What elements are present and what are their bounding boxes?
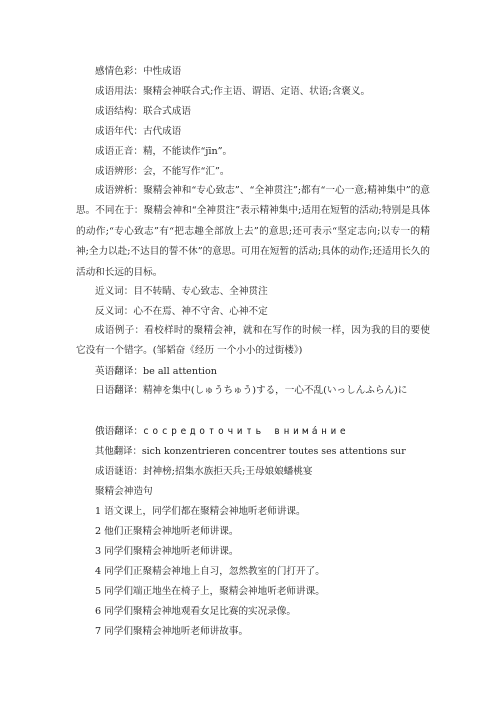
- pronunciation-line: 成语正音：精，不能读作“jīn”。: [95, 146, 233, 157]
- structure-line: 成语结构：联合式成语: [95, 106, 191, 117]
- usage-line: 成语用法：聚精会神联合式;作主语、谓语、定语、状语;含褒义。: [95, 86, 371, 97]
- sentence-3: 3 同学们聚精会神地听老师讲课。: [95, 546, 239, 557]
- sentence-6: 6 同学们聚精会神地观看女足比赛的实况录像。: [95, 606, 297, 617]
- examples-heading: 聚精会神造句: [95, 486, 153, 497]
- riddle-line: 成语谜语：封神榜;招集水族拒天兵;王母娘娘蟠桃宴: [95, 466, 313, 477]
- analysis-paragraph: 成语辨析：聚精会神和“专心致志”、“全神贯注”;都有“一心一意;精神集中”的意思。不同在于：聚精会神和“全神贯注”表示精神集中;适用在短暂的活动;特别是具体的动作;“专心致志”有“把志趣全部放上去”的意思;还可表示“坚定志向;以专一的精神;全力以赴;不达目的誓不休”的意思。可用在短暂的活动;具体的动作;还适用长久的活动和长远的目标。: [76, 185, 430, 278]
- russian-text: сосредоточить внимáние: [142, 426, 350, 437]
- example-paragraph: 成语例子：看校样时的聚精会神，就和在写作的时候一样，因为我的目的要使它没有一个错字。(邹韬奋《经历 一个小小的过街楼》): [76, 325, 430, 357]
- emotion-line: 感情色彩：中性成语: [95, 66, 182, 77]
- era-line: 成语年代：古代成语: [95, 126, 182, 137]
- form-line: 成语辨形：会，不能写作“汇”。: [95, 166, 230, 177]
- sentence-2: 2 他们正聚精会神地听老师讲课。: [95, 526, 239, 537]
- synonyms-line: 近义词：目不转睛、专心致志、全神贯注: [95, 286, 268, 297]
- sentence-5: 5 同学们端正地坐在椅子上，聚精会神地听老师讲课。: [95, 586, 325, 597]
- sentence-4: 4 同学们正聚精会神地上自习，忽然教室的门打开了。: [95, 566, 325, 577]
- russian-label: 俄语翻译：: [95, 426, 143, 437]
- sentence-1: 1 语文课上，同学们都在聚精会神地听老师讲课。: [95, 506, 306, 517]
- japanese-paragraph: 日语翻译：精神を集中(しゅうちゅう)する，一心不乱(いっしんふらん)に: [95, 385, 408, 396]
- antonyms-line: 反义词：心不在焉、神不守舍、心神不定: [95, 306, 268, 317]
- sentence-7: 7 同学们聚精会神地听老师讲故事。: [95, 626, 249, 637]
- other-line: 其他翻译：sich konzentrieren concentrer toutes ses attentions sur: [95, 446, 406, 457]
- russian-line: [95, 425, 349, 438]
- english-line: 英语翻译：be all attention: [95, 366, 217, 377]
